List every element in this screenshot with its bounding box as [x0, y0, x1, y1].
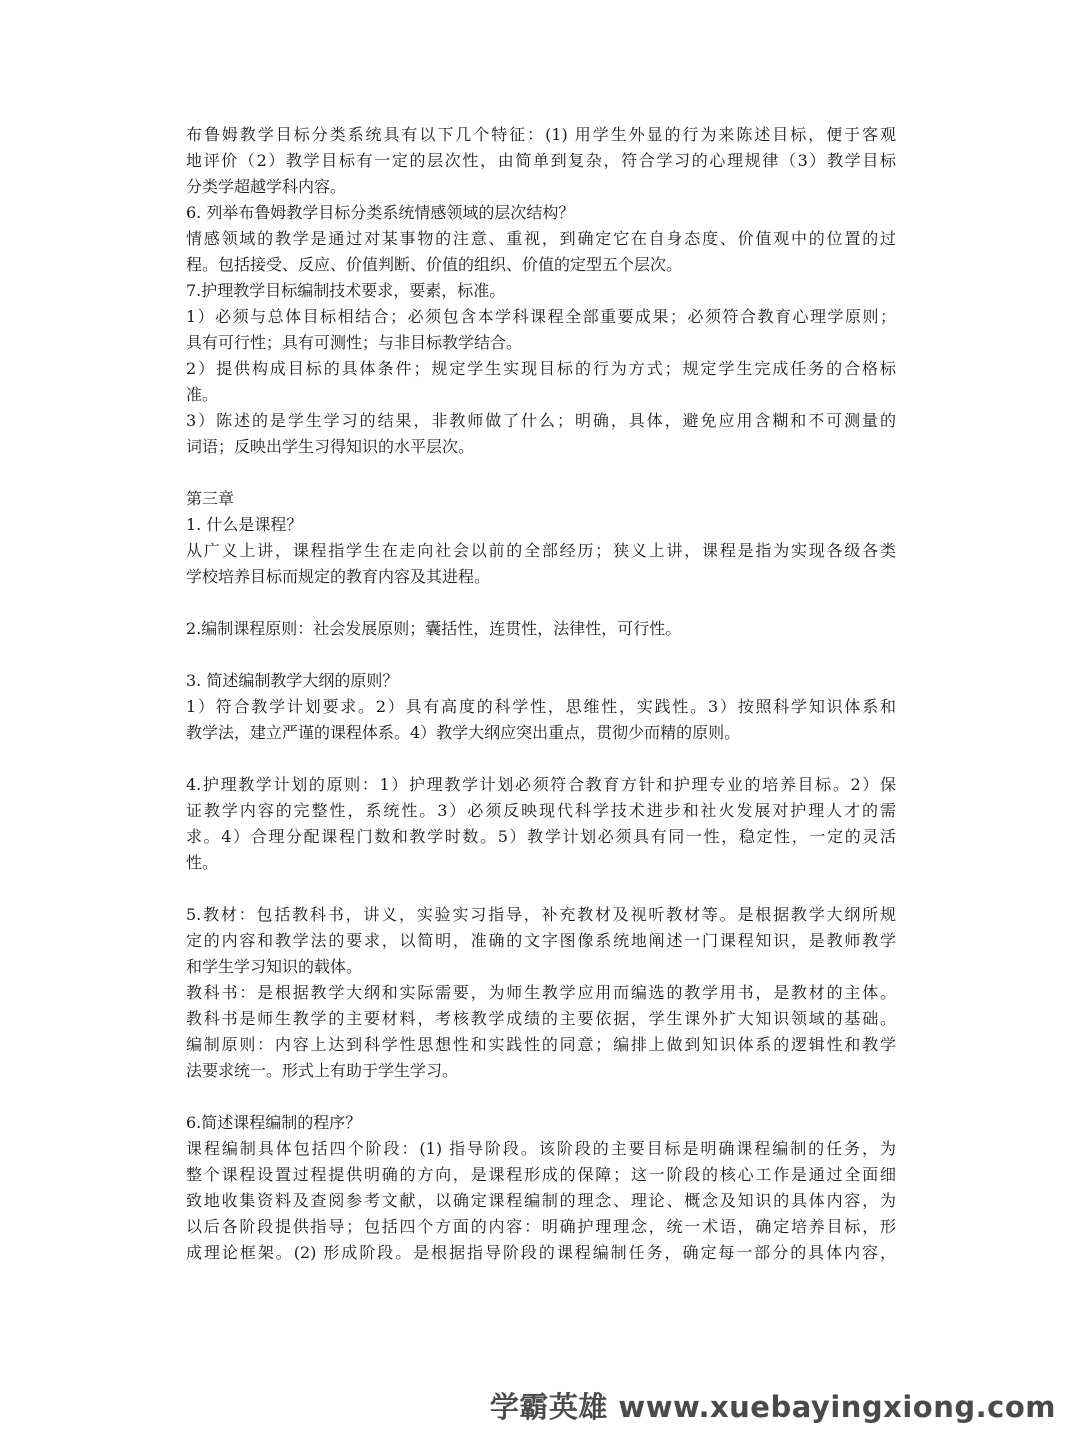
text-line: 3. 简述编制教学大纲的原则？	[186, 671, 399, 690]
text-line: 情感领域的教学是通过对某事物的注意、重视，到确定它在自身态度、价值观中的位置的过	[186, 229, 896, 248]
text-line: 定的内容和教学法的要求，以简明，准确的文字图像系统地阐述一门课程知识，是教师教学	[186, 931, 896, 950]
text-line: 教科书：是根据教学大纲和实际需要，为师生教学应用而编选的教学用书，是教材的主体。	[186, 983, 896, 1002]
text-line: 致地收集资料及查阅参考文献，以确定课程编制的理念、理论、概念及知识的具体内容，为	[186, 1191, 896, 1210]
text-line: 学校培养目标而规定的教育内容及其进程。	[186, 567, 491, 586]
text-line: 3）陈述的是学生学习的结果，非教师做了什么；明确，具体，避免应用含糊和不可测量的	[186, 411, 896, 430]
text-line: 2.编制课程原则：社会发展原则；囊括性，连贯性，法律性，可行性。	[186, 619, 682, 638]
text-line: 2）提供构成目标的具体条件；规定学生实现目标的行为方式；规定学生完成任务的合格标	[186, 359, 896, 378]
blank-line	[186, 460, 896, 486]
text-line: 6. 列举布鲁姆教学目标分类系统情感领域的层次结构？	[186, 203, 575, 222]
text-line: 具有可行性；具有可测性；与非目标教学结合。	[186, 333, 523, 352]
text-line: 求。4）合理分配课程门数和教学时数。5）教学计划必须具有同一性，稳定性，一定的灵活	[186, 827, 896, 846]
text-line: 课程编制具体包括四个阶段：(1) 指导阶段。该阶段的主要目标是明确课程编制的任务，为	[186, 1139, 896, 1158]
text-line: 教科书是师生教学的主要材料，考核教学成绩的主要依据，学生课外扩大知识领域的基础。	[186, 1009, 896, 1028]
text-line: 4.护理教学计划的原则：1）护理教学计划必须符合教育方针和护理专业的培养目标。2）保	[186, 775, 896, 794]
document-body	[186, 122, 896, 1266]
text-line: 成理论框架。(2) 形成阶段。是根据指导阶段的课程编制任务，确定每一部分的具体内容，	[186, 1243, 896, 1262]
text-line: 编制原则：内容上达到科学性思想性和实践性的同意；编排上做到知识体系的逻辑性和教学	[186, 1035, 896, 1054]
text-line: 7.护理教学目标编制技术要求，要素，标准。	[186, 281, 506, 300]
text-line: 词语；反映出学生习得知识的水平层次。	[186, 437, 475, 456]
text-line: 第三章	[186, 489, 235, 508]
blank-line	[186, 746, 896, 772]
text-line: 5.教材：包括教科书，讲义，实验实习指导，补充教材及视听教材等。是根据教学大纲所规	[186, 905, 896, 924]
blank-line	[186, 876, 896, 902]
blank-line	[186, 642, 896, 668]
text-line: 证教学内容的完整性，系统性。3）必须反映现代科学技术进步和社火发展对护理人才的需	[186, 801, 896, 820]
text-line: 1. 什么是课程？	[186, 515, 303, 534]
blank-line	[186, 590, 896, 616]
text-line: 布鲁姆教学目标分类系统具有以下几个特征：(1) 用学生外显的行为来陈述目标，便于客观	[186, 125, 896, 144]
text-line: 以后各阶段提供指导；包括四个方面的内容：明确护理理念，统一术语，确定培养目标，形	[186, 1217, 896, 1236]
text-line: 法要求统一。形式上有助于学生学习。	[186, 1061, 459, 1080]
text-line: 1）符合教学计划要求。2）具有高度的科学性，思维性，实践性。3）按照科学知识体系和	[186, 697, 896, 716]
text-line: 准。	[186, 385, 219, 404]
text-line: 6.简述课程编制的程序？	[186, 1113, 362, 1132]
text-line: 教学法，建立严谨的课程体系。4）教学大纲应突出重点，贯彻少而精的原则。	[186, 723, 741, 742]
text-line: 性。	[186, 853, 219, 872]
watermark: 学霸英雄 www.xuebayingxiong.com	[489, 1390, 1056, 1424]
text-line: 从广义上讲，课程指学生在走向社会以前的全部经历；狭义上讲，课程是指为实现各级各类	[186, 541, 896, 560]
text-line: 地评价（2）教学目标有一定的层次性，由简单到复杂，符合学习的心理规律（3）教学目标	[186, 151, 896, 170]
text-line: 整个课程设置过程提供明确的方向，是课程形成的保障；这一阶段的核心工作是通过全面细	[186, 1165, 896, 1184]
blank-line	[186, 1084, 896, 1110]
text-line: 和学生学习知识的载体。	[186, 957, 363, 976]
text-line: 分类学超越学科内容。	[186, 177, 347, 196]
text-line: 程。包括接受、反应、价值判断、价值的组织、价值的定型五个层次。	[186, 255, 683, 274]
text-line: 1）必须与总体目标相结合；必须包含本学科课程全部重要成果；必须符合教育心理学原则；	[186, 307, 896, 326]
